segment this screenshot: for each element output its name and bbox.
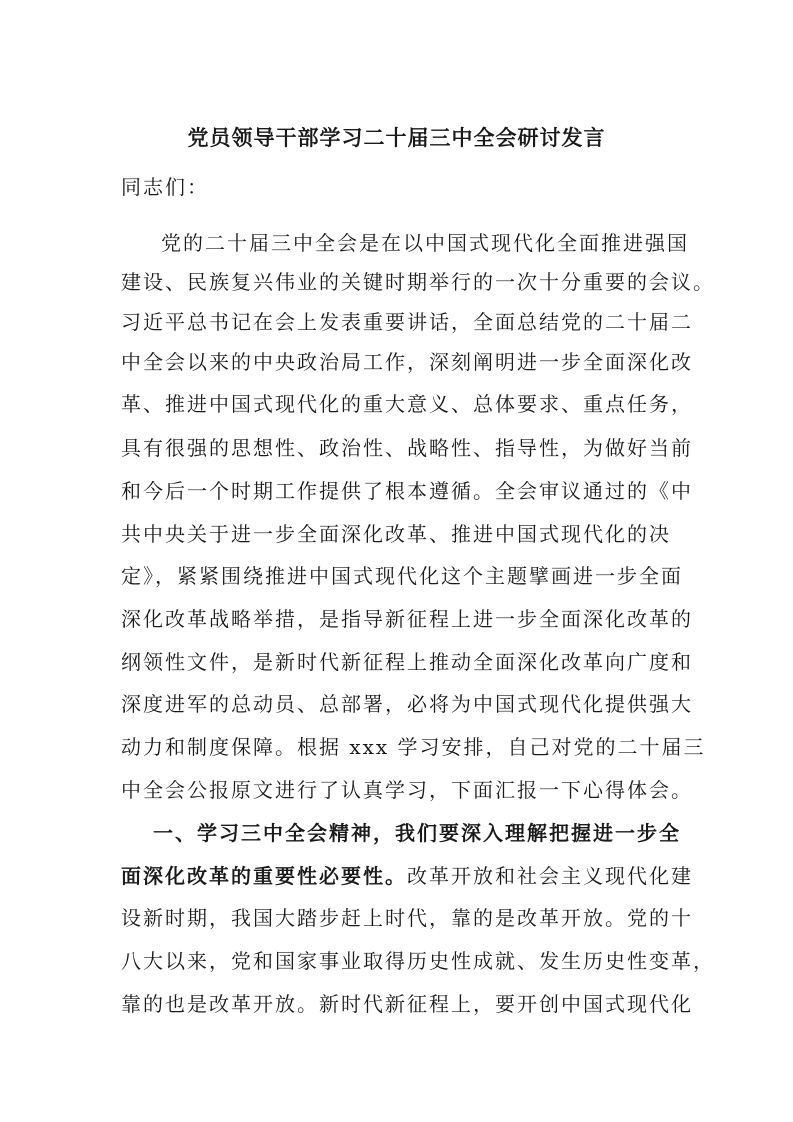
paragraph-1-line: 建设、民族复兴伟业的关键时期举行的一次十分重要的会议。	[121, 270, 715, 294]
paragraph-1-line: 习近平总书记在会上发表重要讲话，全面总结党的二十届二	[121, 310, 693, 334]
paragraph-1-line: 党的二十届三中全会是在以中国式现代化全面推进强国	[161, 231, 689, 255]
section-1-heading-continuation: 面深化改革的重要性必要性。	[121, 864, 407, 888]
section-1-line: 设新时期，我国大踏步赶上时代，靠的是改革开放。党的十	[121, 906, 693, 930]
paragraph-1-line: 共中央关于进一步全面深化改革、推进中国式现代化的决	[121, 522, 671, 546]
paragraph-1-line: 和今后一个时期工作提供了根本遵循。全会审议通过的《中	[121, 479, 693, 503]
document-title: 党员领导干部学习二十届三中全会研讨发言	[187, 125, 606, 150]
paragraph-1-line: 动力和制度保障。根据 xxx 学习安排，自己对党的二十届三	[121, 735, 706, 759]
section-1-line: 靠的也是改革开放。新时代新征程上，要开创中国式现代化	[121, 992, 693, 1016]
paragraph-1-line: 中全会公报原文进行了认真学习，下面汇报一下心得体会。	[121, 778, 693, 802]
paragraph-1-line: 革、推进中国式现代化的重大意义、总体要求、重点任务，	[121, 392, 693, 416]
paragraph-1-line: 深度进军的总动员、总部署，必将为中国式现代化提供强大	[121, 692, 693, 716]
section-1-body-start: 改革开放和社会主义现代化建	[407, 864, 693, 888]
paragraph-1-line: 深化改革战略举措，是指导新征程上进一步全面深化改革的	[121, 607, 693, 631]
section-1-line: 八大以来，党和国家事业取得历史性成就、发生历史性变革，	[121, 949, 715, 973]
salutation: 同志们：	[121, 175, 209, 199]
paragraph-1-line: 具有很强的思想性、政治性、战略性、指导性，为做好当前	[121, 436, 693, 460]
paragraph-1-line: 中全会以来的中央政治局工作，深刻阐明进一步全面深化改	[121, 350, 693, 374]
paragraph-1-line: 纲领性文件，是新时代新征程上推动全面深化改革向广度和	[121, 650, 693, 674]
section-1-line	[121, 861, 693, 891]
paragraph-1-line: 定》，紧紧围绕推进中国式现代化这个主题擘画进一步全面	[121, 564, 683, 588]
section-1-heading: 一、学习三中全会精神，我们要深入理解把握进一步全	[153, 821, 681, 845]
